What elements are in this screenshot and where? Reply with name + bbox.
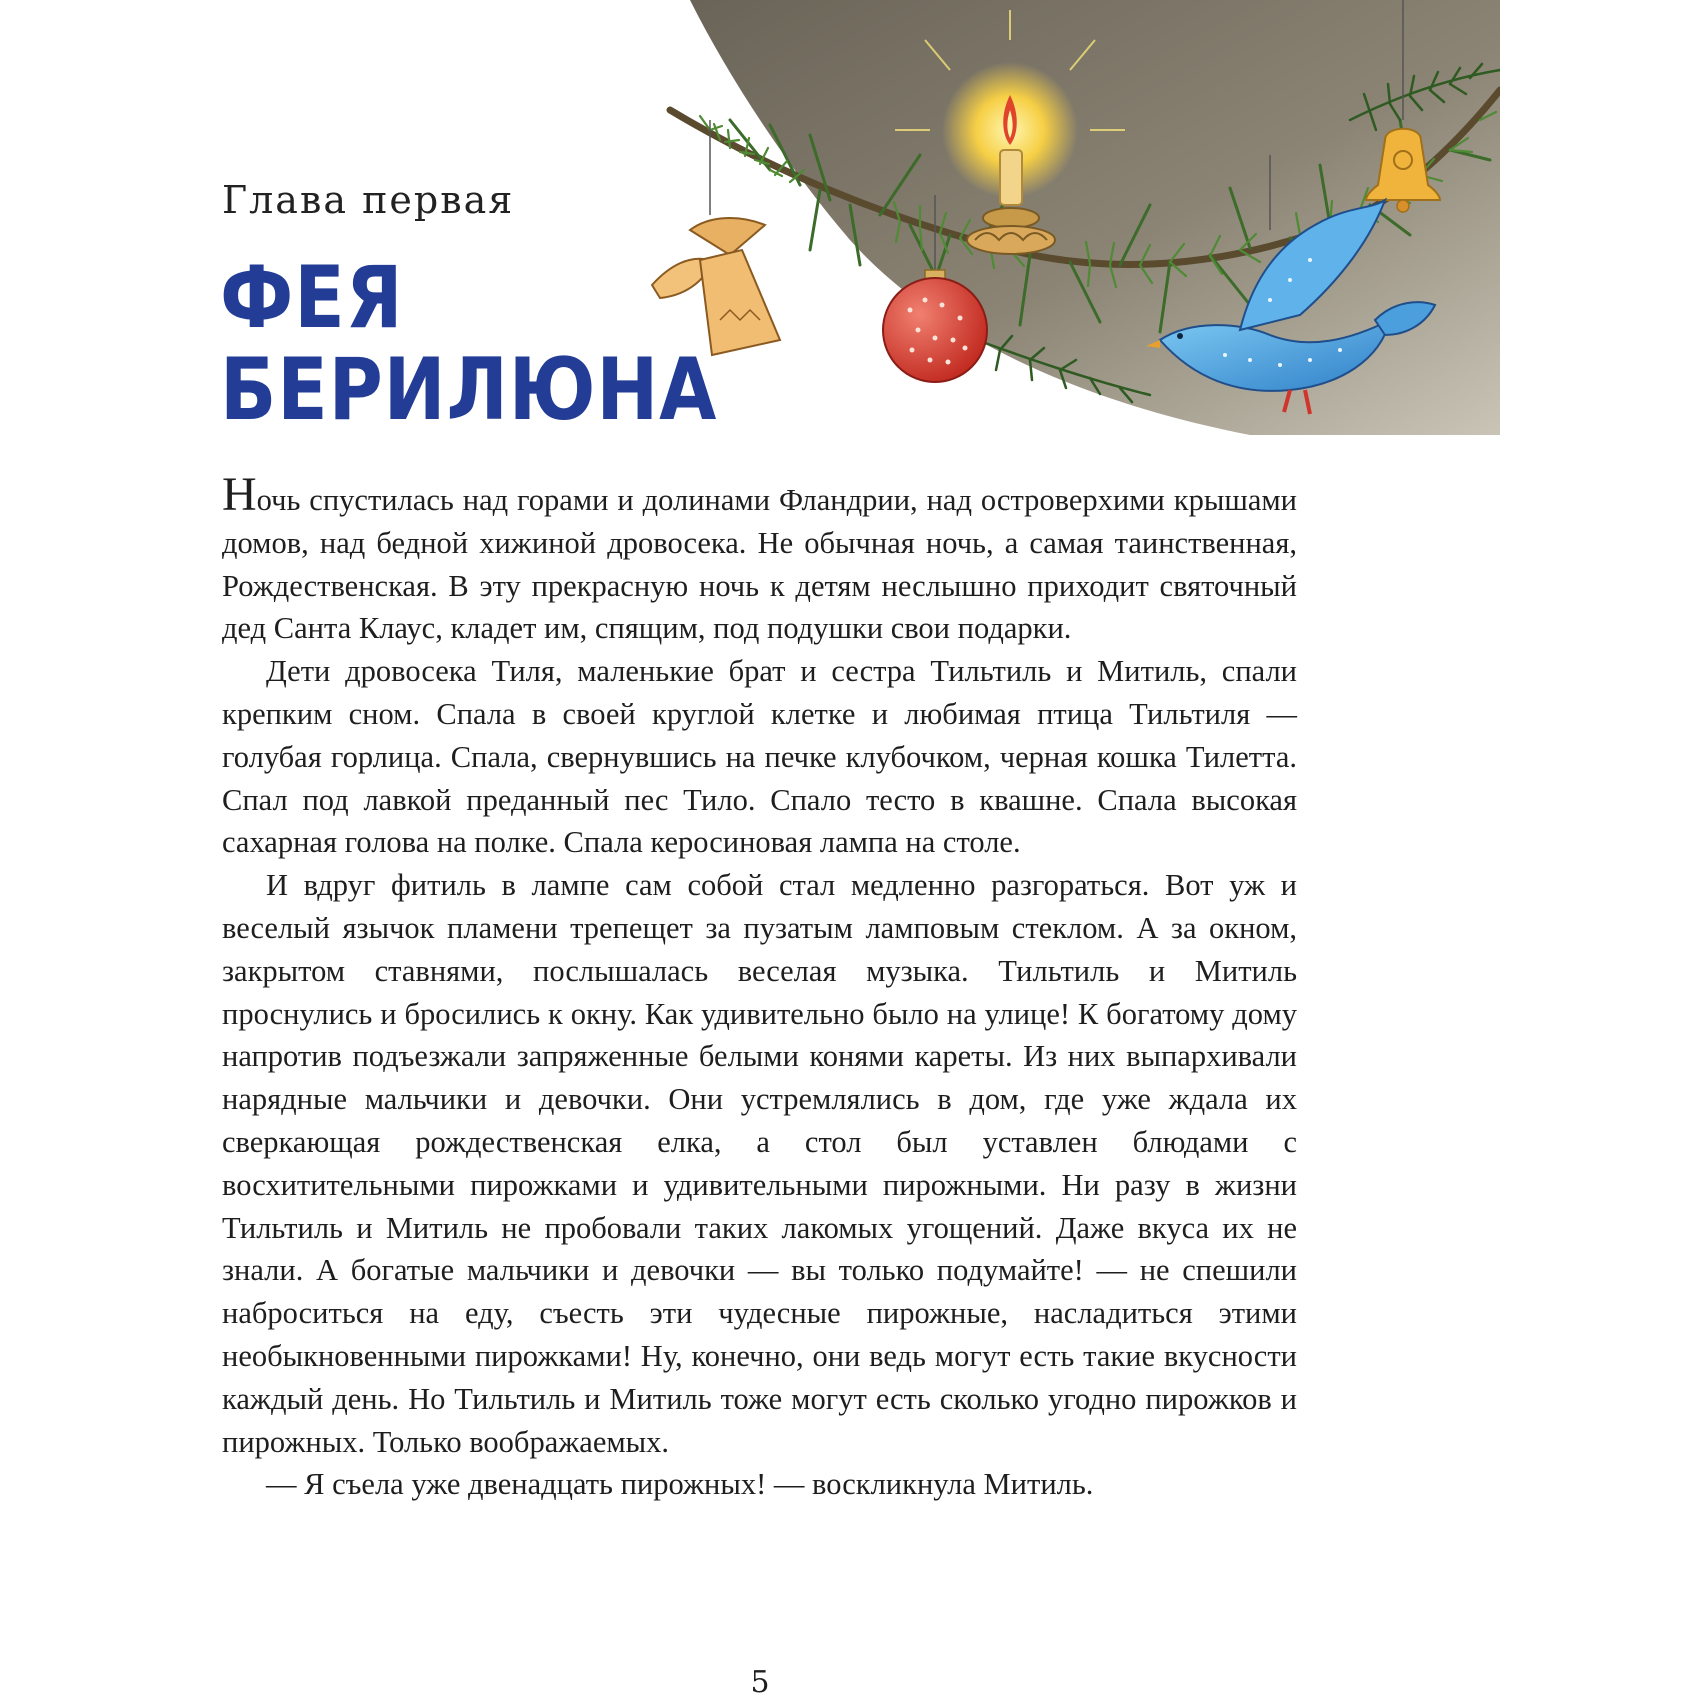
chapter-title-line-1: ФЕЯ [220, 248, 404, 348]
christmas-illustration [650, 0, 1500, 435]
paragraph-3: И вдруг фитиль в лампе сам собой стал медленно разгораться. Вот уж и веселый язычок пламени трепещет за пузатым ламповым стеклом. А за окном, закрытом ставнями, послышалась веселая музыка. Тильтиль и Митиль проснулись и бросились к окну. Как удивительно было на улице! К богатому дому напротив подъезжали запряженные белыми конями кареты. Из них выпархивали нарядные мальчики и девочки. Они устремлялись в дом, где уже ждала их сверкающая рождественская елка, а стол был уставлен блюдами с восхитительными пирожками и удивительными пирожными. Ни разу в жизни Тильтиль и Митиль не пробовали таких лакомых угощений. Даже вкуса их не знали. А богатые мальчики и девочки — вы только подумайте! — не спешили наброситься на еду, съесть эти чудесные пирожные, насладиться этими необыкновенными пирожками! Ну, конечно, они ведь могут есть такие вкусности каждый день. Но Тильтиль и Митиль тоже могут есть сколько угодно пирожков и пирожных. Только воображаемых. [222, 868, 1297, 1459]
paragraph-1 [222, 468, 1297, 650]
body-text [222, 468, 1297, 1506]
initial-letter: Н [222, 468, 257, 521]
paragraph-1-text: очь спустилась над горами и долинами Фландрии, над островерхими крышами домов, над бедной хижиной дровосека. Не обычная ночь, а самая таинственная, Рождественская. В эту прекрасную ночь к детям неслышно приходит святочный дед Санта Клаус, кладет им, спящим, под подушки свои подарки. [222, 483, 1297, 646]
chapter-title-line-2: БЕРИЛЮНА [220, 340, 718, 440]
chapter-title [220, 248, 718, 440]
paragraph-2: Дети дровосека Тиля, маленькие брат и сестра Тильтиль и Митиль, спали крепким сном. Спала в своей круглой клетке и любимая птица Тильтиля — голубая горлица. Спала, свернувшись на печке клубочком, черная кошка Тилетта. Спал под лавкой преданный пес Тило. Спало тесто в квашне. Спала высокая сахарная голова на полке. Спала керосиновая лампа на столе. [222, 654, 1297, 860]
paragraph-4: — Я съела уже двенадцать пирожных! — воскликнула Митиль. [266, 1467, 1094, 1502]
chapter-label: Глава первая [222, 178, 515, 222]
page-number: 5 [750, 1665, 770, 1700]
